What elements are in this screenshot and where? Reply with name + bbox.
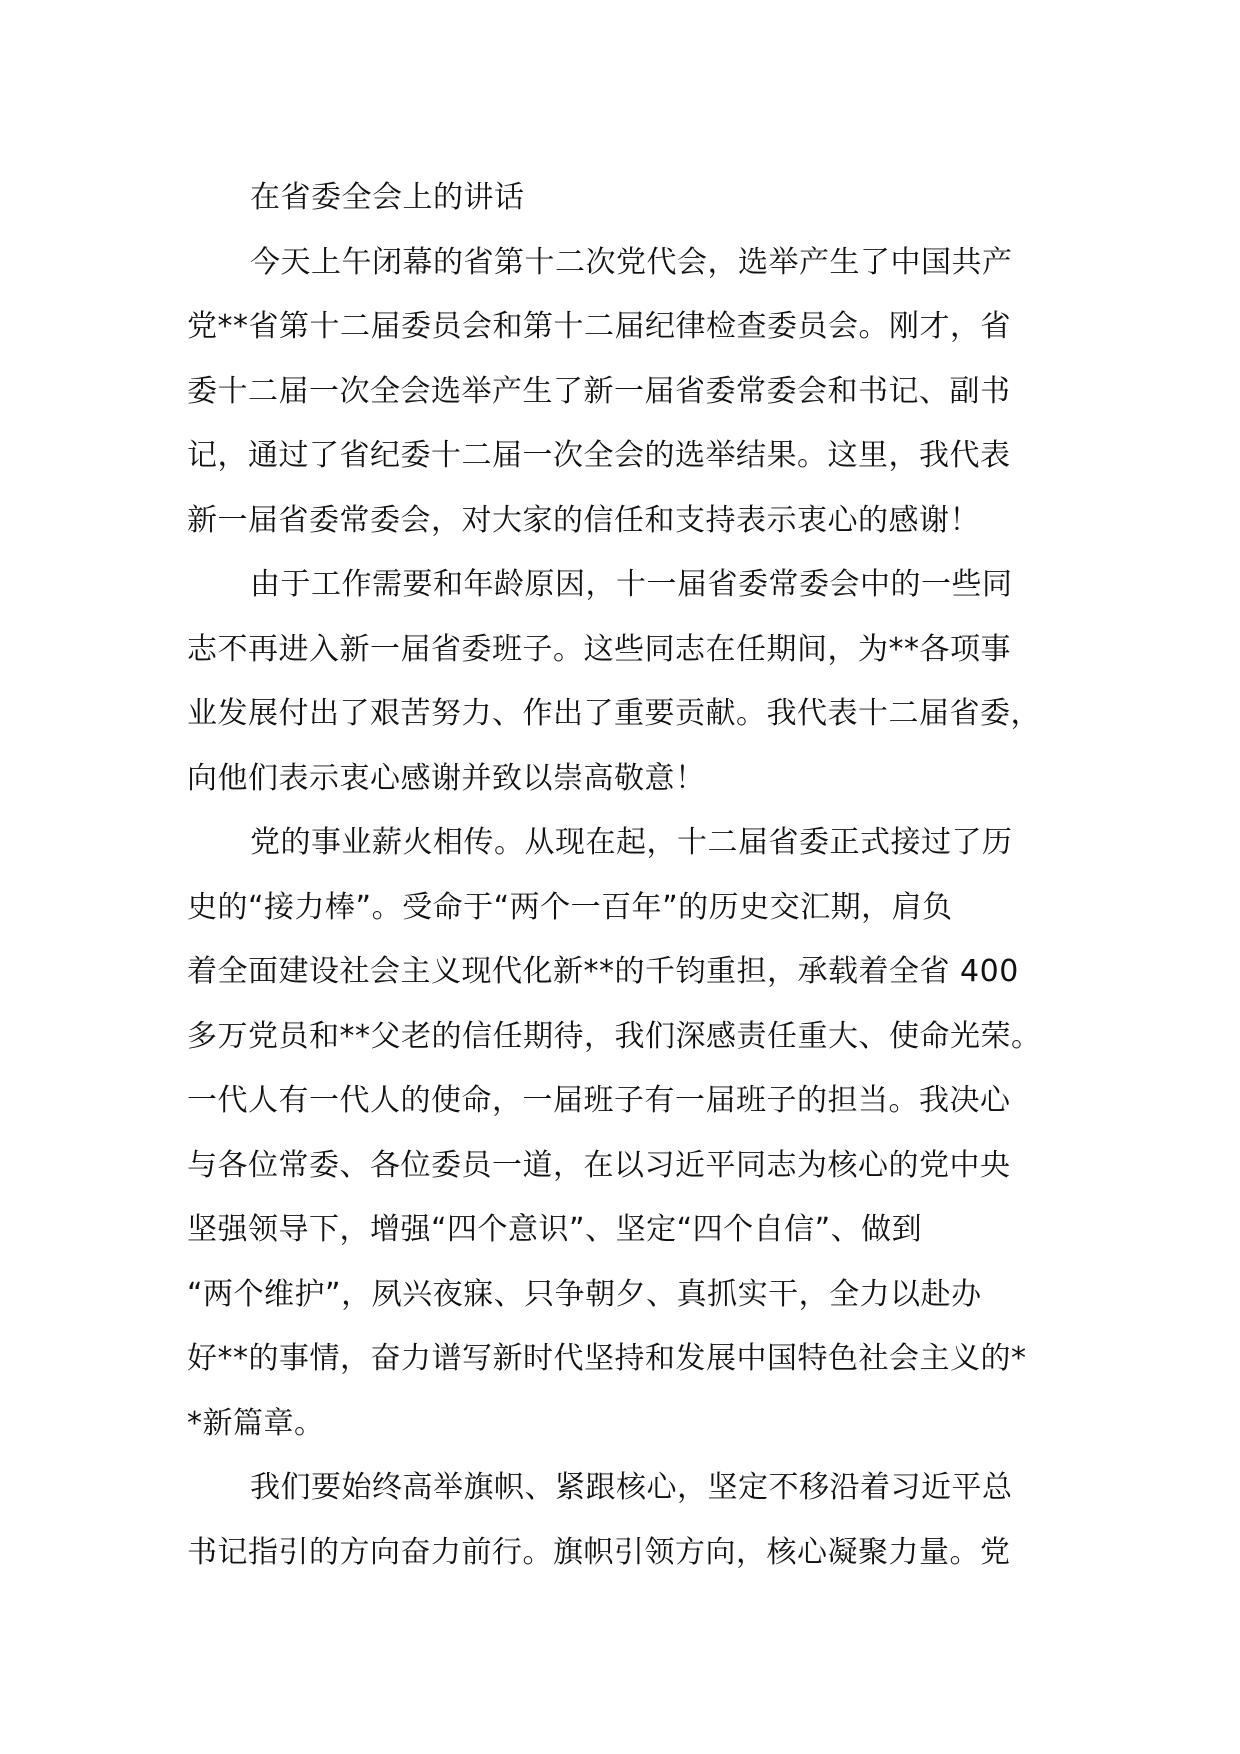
- document-body: [187, 166, 1067, 1585]
- paragraph-1-line-5: 新一届省委常委会，对大家的信任和支持表示衷心的感谢！: [187, 502, 980, 538]
- paragraph-4-line-1: 我们要始终高举旗帜、紧跟核心，坚定不移沿着习近平总: [250, 1470, 1013, 1505]
- paragraph-3-line-5: 一代人有一代人的使命，一届班子有一届班子的担当。我决心: [187, 1083, 1011, 1118]
- paragraph-3-line-1: 党的事业薪火相传。从现在起，十二届省委正式接过了历: [250, 825, 1013, 860]
- paragraph-4-line-2: 书记指引的方向奋力前行。旗帜引领方向，核心凝聚力量。党: [187, 1534, 1011, 1570]
- paragraph-1-line-2: 党**省第十二届委员会和第十二届纪律检查委员会。刚才，省: [187, 309, 1011, 344]
- paragraph-3-line-3: 着全面建设社会主义现代化新**的千钧重担，承载着全省 400: [187, 954, 1019, 989]
- paragraph-3-line-2: 史的“接力棒”。受命于“两个一百年”的历史交汇期，肩负: [187, 889, 953, 925]
- paragraph-3-line-7: 坚强领导下，增强“四个意识”、坚定“四个自信”、做到: [187, 1212, 923, 1247]
- paragraph-3-line-8: “两个维护”，夙兴夜寐、只争朝夕、真抓实干，全力以赴办: [187, 1276, 982, 1312]
- paragraph-3-line-6: 与各位常委、各位委员一道，在以习近平同志为核心的党中央: [187, 1147, 1011, 1183]
- paragraph-1-line-4: 记，通过了省纪委十二届一次全会的选举结果。这里，我代表: [187, 438, 1011, 473]
- paragraph-2-line-2: 志不再进入新一届省委班子。这些同志在任期间，为**各项事: [187, 631, 1011, 667]
- paragraph-2-line-3: 业发展付出了艰苦努力、作出了重要贡献。我代表十二届省委，: [187, 696, 1041, 731]
- paragraph-2-line-4: 向他们表示衷心感谢并致以崇高敬意！: [187, 760, 706, 796]
- paragraph-2-line-1: 由于工作需要和年龄原因，十一届省委常委会中的一些同: [250, 567, 1013, 602]
- paragraph-3-line-10: *新篇章。: [187, 1405, 325, 1441]
- paragraph-3-line-9: 好**的事情，奋力谱写新时代坚持和发展中国特色社会主义的*: [187, 1341, 1027, 1376]
- paragraph-3-line-4: 多万党员和**父老的信任期待，我们深感责任重大、使命光荣。: [187, 1018, 1042, 1054]
- paragraph-1-line-1: 今天上午闭幕的省第十二次党代会，选举产生了中国共产: [250, 244, 1013, 280]
- document-title: 在省委全会上的讲话: [250, 180, 525, 215]
- paragraph-1-line-3: 委十二届一次全会选举产生了新一届省委常委会和书记、副书: [187, 373, 1011, 409]
